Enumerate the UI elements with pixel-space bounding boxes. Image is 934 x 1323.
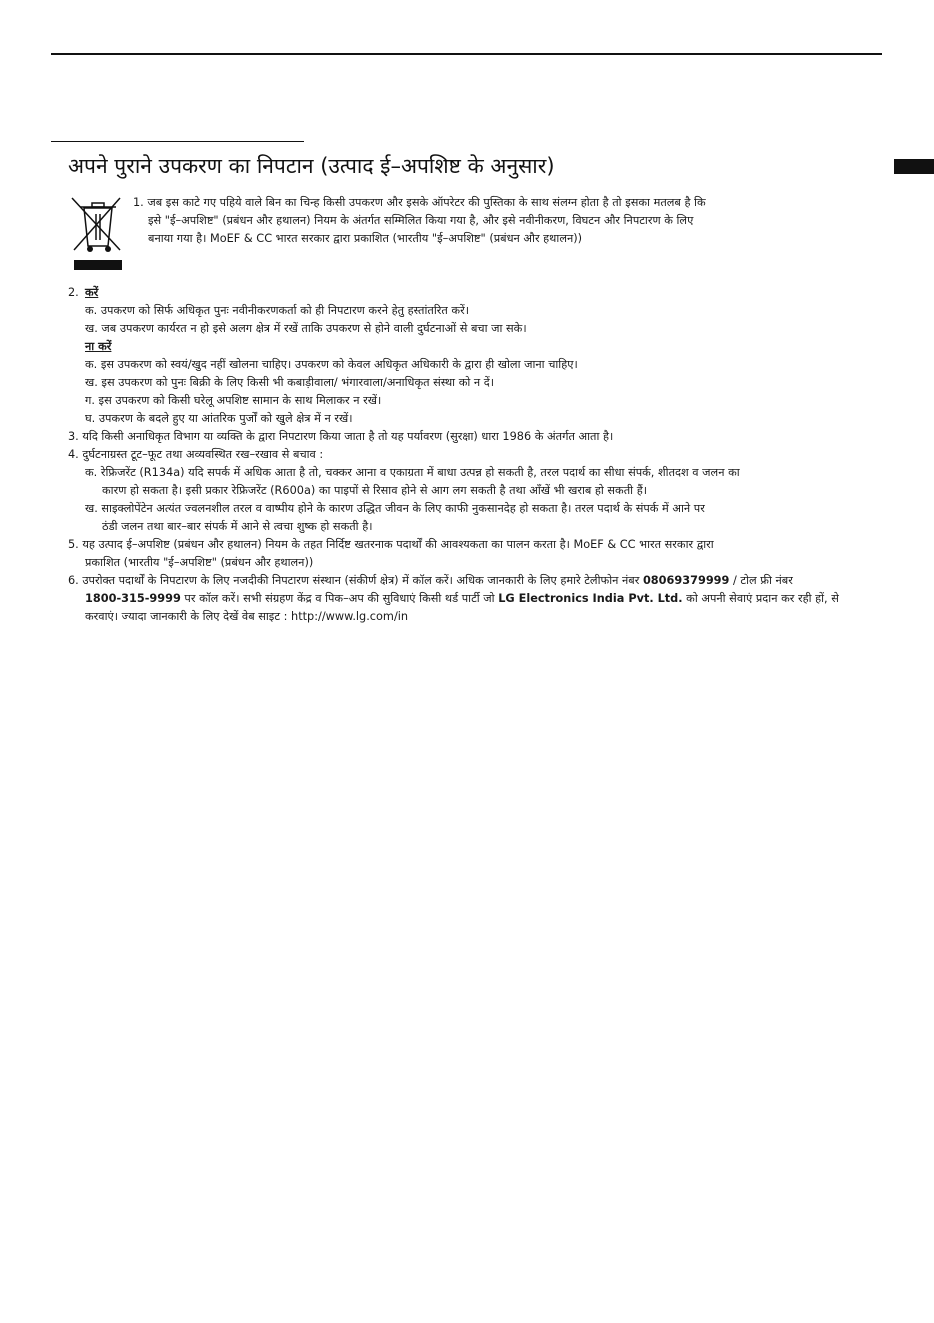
language-tab-marker — [894, 159, 934, 174]
item-3: 3. यदि किसी अनाधिकृत विभाग या व्यक्ति के द्वारा निपटारण किया जाता है तो यह पर्यावरण (सुरक्षा) धारा 1986 के अंतर्गत आता है। — [68, 430, 614, 443]
item-4-a-line-1: क. रेफ्रिजरेंट (R134a) यदि सपर्क में अधिक आता है तो, चक्कर आना व एकाग्रता में बाधा उत्पन्न हो सकती है, तरल पदार्थ का सीधा संपर्क, शीतदश व जलन का — [85, 466, 740, 479]
page-title: अपने पुराने उपकरण का निपटान (उत्पाद ई–अपशिष्ट के अनुसार) — [68, 154, 555, 178]
dont-item-d: घ. उपकरण के बदले हुए या आंतरिक पुर्जों को खुले क्षेत्र में न रखें। — [85, 412, 353, 425]
item-6-line-2-text: पर कॉल करें। सभी संग्रहण केंद्र व पिक–अप की सुविधाएं किसी थर्ड पार्टी जो — [180, 592, 499, 605]
do-heading: करें — [85, 286, 99, 299]
item-1-line-1: 1. जब इस काटे गए पहिये वाले बिन का चिन्ह किसी उपकरण और इसके ऑपरेटर की पुस्तिका के साथ संलग्न होता है तो इसका मतलब है कि — [133, 196, 706, 209]
toll-free-number: 1800-315-9999 — [85, 592, 181, 605]
item-6-line-2-end: को अपनी सेवाएं प्रदान कर रही हों, से — [682, 592, 839, 605]
do-item-b: ख. जब उपकरण कार्यरत न हो इसे अलग क्षेत्र में रखें ताकि उपकरण से होने वाली दुर्घटनाओं से बचा जा सके। — [85, 322, 527, 335]
dont-item-a: क. इस उपकरण को स्वयं/खुद नहीं खोलना चाहिए। उपकरण को केवल अधिकृत अधिकारी के द्वारा ही खोला जाना चाहिए। — [85, 358, 578, 371]
item-1-line-3: बनाया गया है। MoEF & CC भारत सरकार द्वारा प्रकाशित (भारतीय "ई–अपशिष्ट" (प्रबंधन और हथालन)) — [148, 232, 583, 245]
section-rule — [51, 141, 304, 142]
toll-free-label: / टोल फ्री नंबर — [729, 574, 793, 587]
item-6-line-2 — [85, 590, 839, 608]
item-4-b-line-1: ख. साइक्लोपेंटेन अत्यंत ज्वलनशील तरल व वाष्पीय होने के कारण उद्धित जीवन के लिए काफी नुकसानदेह हो सकता है। तरल पदार्थ के संपर्क में आने पर — [85, 502, 705, 515]
do-item-a: क. उपकरण को सिर्फ अधिकृत पुनः नवीनीकरणकर्ता को ही निपटारण करने हेतु हस्तांतरित करें। — [85, 304, 469, 317]
item-6-line-1-text: 6. उपरोक्त पदार्थों के निपटारण के लिए नजदीकी निपटारण संस्थान (संकीर्ण क्षेत्र) में कॉल करें। अधिक जानकारी के लिए हमारे टेलीफोन नंबर — [68, 574, 643, 587]
company-name: LG Electronics India Pvt. Ltd. — [498, 592, 683, 605]
crossed-out-wheelie-bin-icon — [68, 194, 128, 272]
item-5-line-2: प्रकाशित (भारतीय "ई–अपशिष्ट" (प्रबंधन और हथालन)) — [85, 556, 314, 569]
item-4-a-line-2: कारण हो सकता है। इसी प्रकार रेफ्रिजरेंट (R600a) का पाइपों से रिसाव होने से आग लग सकती है तथा आँखें भी खराब हो सकती हैं। — [102, 484, 647, 497]
item-5-line-1: 5. यह उत्पाद ई–अपशिष्ट (प्रबंधन और हथालन) नियम के तहत निर्दिष्ट खतरनाक पदार्थों की आवश्यकता का पालन करता है। MoEF & CC भारत सरकार द्वारा — [68, 538, 714, 551]
item-4-b-line-2: ठंडी जलन तथा बार–बार संपर्क में आने से त्वचा शुष्क हो सकती है। — [102, 520, 373, 533]
dont-item-c: ग. इस उपकरण को किसी घरेलू अपशिष्ट सामान के साथ मिलाकर न रखें। — [85, 394, 382, 407]
item-6-line-1 — [68, 572, 793, 590]
dont-heading: ना करें — [85, 340, 112, 353]
item-1-line-2: इसे "ई–अपशिष्ट" (प्रबंधन और हथालन) नियम के अंतर्गत सम्मिलित किया गया है, और इसे नवीनीकरण, विघटन और निपटारण के लिए — [148, 214, 694, 227]
item-2-number: 2. — [68, 286, 79, 299]
item-6-line-3: करवाएं। ज्यादा जानकारी के लिए देखें वेब साइट : http://www.lg.com/in — [85, 610, 409, 623]
dont-item-b: ख. इस उपकरण को पुनः बिक्री के लिए किसी भी कबाड़ीवाला/ भंगारवाला/अनाधिकृत संस्था को न दें। — [85, 376, 495, 389]
phone-number: 08069379999 — [642, 574, 730, 587]
top-rule — [51, 53, 882, 55]
item-4-heading: 4. दुर्घटनाग्रस्त टूट–फूट तथा अव्यवस्थित रख–रखाव से बचाव : — [68, 448, 324, 461]
